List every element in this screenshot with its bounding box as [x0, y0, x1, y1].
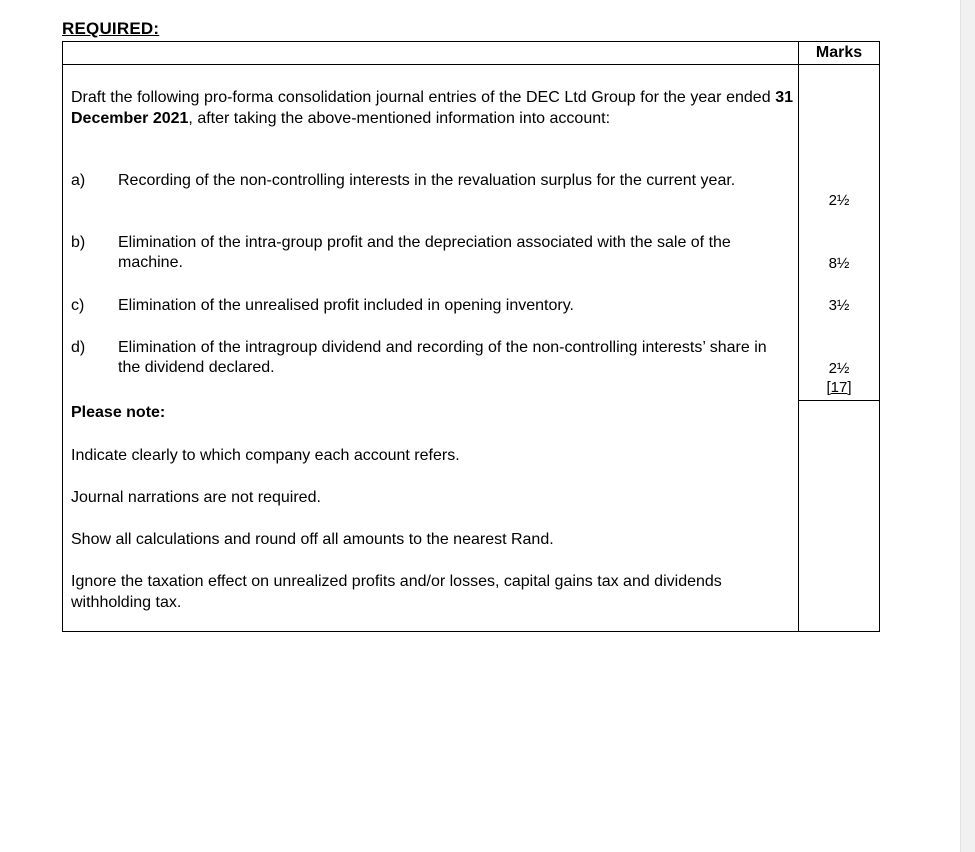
- required-heading: REQUIRED:: [62, 19, 160, 38]
- item-text: Elimination of the intragroup dividend and recording of the non-controlling interests’ share in the dividend declared.: [118, 339, 767, 376]
- item-text: Recording of the non-controlling interests in the revaluation surplus for the current year.: [118, 172, 736, 189]
- total-divider: [798, 400, 879, 401]
- instruction-text-part2: , after taking the above-mentioned information into account:: [188, 110, 611, 127]
- marks-column-header: Marks: [815, 44, 863, 61]
- note-line: Journal narrations are not required.: [71, 489, 321, 506]
- item-letter: b): [71, 234, 86, 251]
- vertical-scrollbar[interactable]: [960, 0, 975, 852]
- mark-d: 2½: [828, 360, 850, 377]
- note-line: Indicate clearly to which company each account refers.: [71, 447, 460, 464]
- instruction-text-part1: Draft the following pro-forma consolidation journal entries of the DEC Ltd Group for the year ended: [71, 89, 776, 106]
- total-marks: [799, 379, 879, 396]
- item-letter: a): [71, 172, 86, 189]
- mark-a: 2½: [828, 192, 850, 209]
- total-marks-value: [17]: [826, 379, 852, 396]
- item-letter: c): [71, 297, 85, 314]
- instruction-date: 31 December 2021: [71, 89, 793, 127]
- instruction-paragraph: [71, 87, 793, 129]
- note-line: Show all calculations and round off all amounts to the nearest Rand.: [71, 531, 554, 548]
- item-text: Elimination of the unrealised profit included in opening inventory.: [118, 297, 574, 314]
- question-table: [62, 41, 880, 632]
- mark-c: 3½: [828, 297, 850, 314]
- mark-b: 8½: [828, 255, 850, 272]
- column-divider: [798, 42, 799, 631]
- note-line: Ignore the taxation effect on unrealized profits and/or losses, capital gains tax and dividends withholding tax.: [71, 573, 722, 611]
- header-divider: [63, 64, 879, 65]
- item-letter: d): [71, 339, 86, 356]
- item-text: Elimination of the intra-group profit and the depreciation associated with the sale of the machine.: [118, 234, 731, 271]
- note-heading: Please note:: [71, 404, 166, 421]
